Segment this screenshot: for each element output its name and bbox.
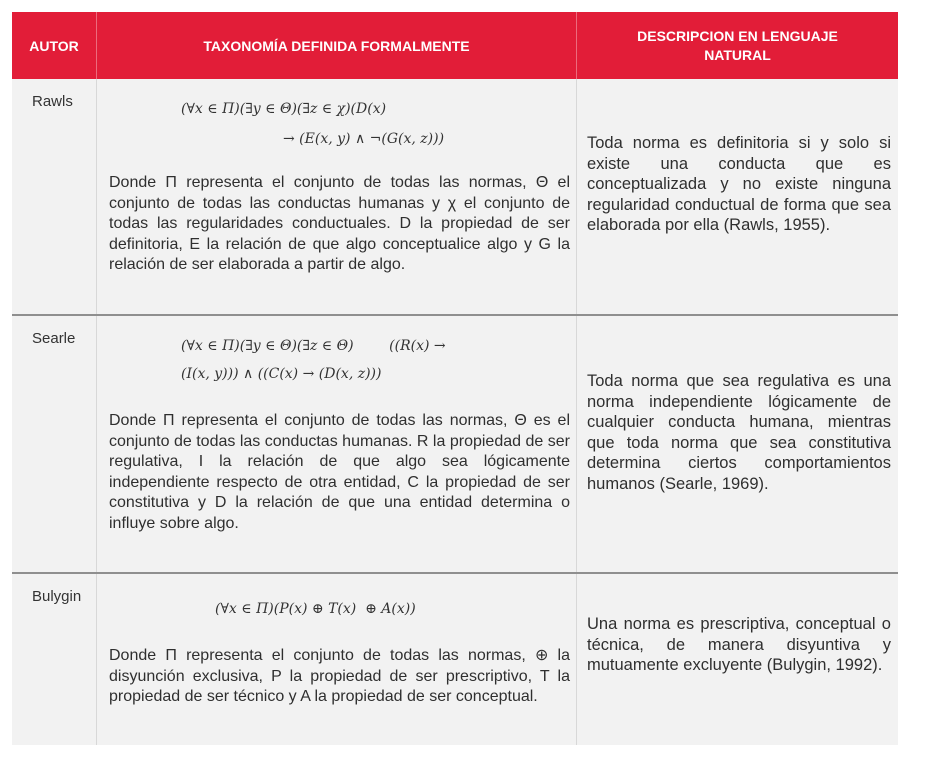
- definition-text: Donde Π representa el conjunto de todas las normas, Θ el conjunto de todas las conductas humanas y χ el conjunto de todas las regularidades conductuales. D la propiedad de ser definitoria, E la relación de que algo conceptualice algo y G la relación de ser elaborada a partir de algo.: [109, 174, 570, 273]
- author-cell: Rawls: [32, 93, 73, 110]
- description-text: Una norma es prescriptiva, conceptual o técnica, de manera disyuntiva y mutuamente excluyente (Bulygin, 1992).: [587, 615, 891, 674]
- definition-text: Donde Π representa el conjunto de todas las normas, ⊕ la disyunción exclusiva, P la propiedad de ser prescriptivo, T la propiedad de ser técnico y A la propiedad de ser conceptual.: [109, 647, 570, 705]
- description-text: Toda norma que sea regulativa es una norma independiente lógicamente de cualquier conducta humana, mientras que toda norma que sea constitutiva determina ciertos comportamientos humanos (Searle, 1969).: [587, 372, 891, 493]
- formal-cell: [96, 316, 576, 572]
- header-natural-language: DESCRIPCION EN LENGUAJE NATURAL: [576, 12, 898, 79]
- description-text: Toda norma es definitoria si y solo si existe una conducta que es conceptualizada y no existe ninguna regularidad conductual de forma que sea elaborada por ella (Rawls, 1955).: [587, 134, 891, 234]
- table-row: [12, 79, 898, 314]
- author-cell: Bulygin: [32, 588, 82, 605]
- formal-cell: [96, 79, 576, 314]
- author-cell: Searle: [32, 330, 76, 347]
- header-formal-taxonomy: TAXONOMÍA DEFINIDA FORMALMENTE: [96, 12, 576, 79]
- table-header: [12, 12, 898, 79]
- description-cell: [576, 316, 899, 572]
- header-author: AUTOR: [29, 37, 79, 54]
- description-cell: [576, 79, 899, 314]
- table-row: [12, 314, 898, 572]
- formula-line: → (E(x, y) ∧ ¬(G(x, z))): [283, 131, 445, 147]
- formula-line: (∀x ∈ Π)(∃y ∈ Θ)(∃z ∈ Θ) ((R(x) →: [181, 338, 446, 354]
- formula-line: (∀x ∈ Π)(P(x) ⊕ T(x) ⊕ A(x)): [215, 601, 416, 617]
- formula-line: (I(x, y))) ∧ ((C(x) → (D(x, z))): [181, 366, 382, 382]
- formal-cell: [96, 574, 576, 745]
- definition-text: Donde Π representa el conjunto de todas las normas, Θ es el conjunto de todas las conductas humanas. R la propiedad de ser regulativa, I la relación de que algo sea lógicamente independiente respecto de otra entidad, C la propiedad de ser constitutiva y D la relación de que una entidad determina o influye sobre algo.: [109, 412, 570, 532]
- taxonomy-table: [12, 12, 898, 745]
- table-row: [12, 572, 898, 745]
- description-cell: [576, 574, 899, 745]
- formula-line: (∀x ∈ Π)(∃y ∈ Θ)(∃z ∈ χ)(D(x): [181, 101, 387, 117]
